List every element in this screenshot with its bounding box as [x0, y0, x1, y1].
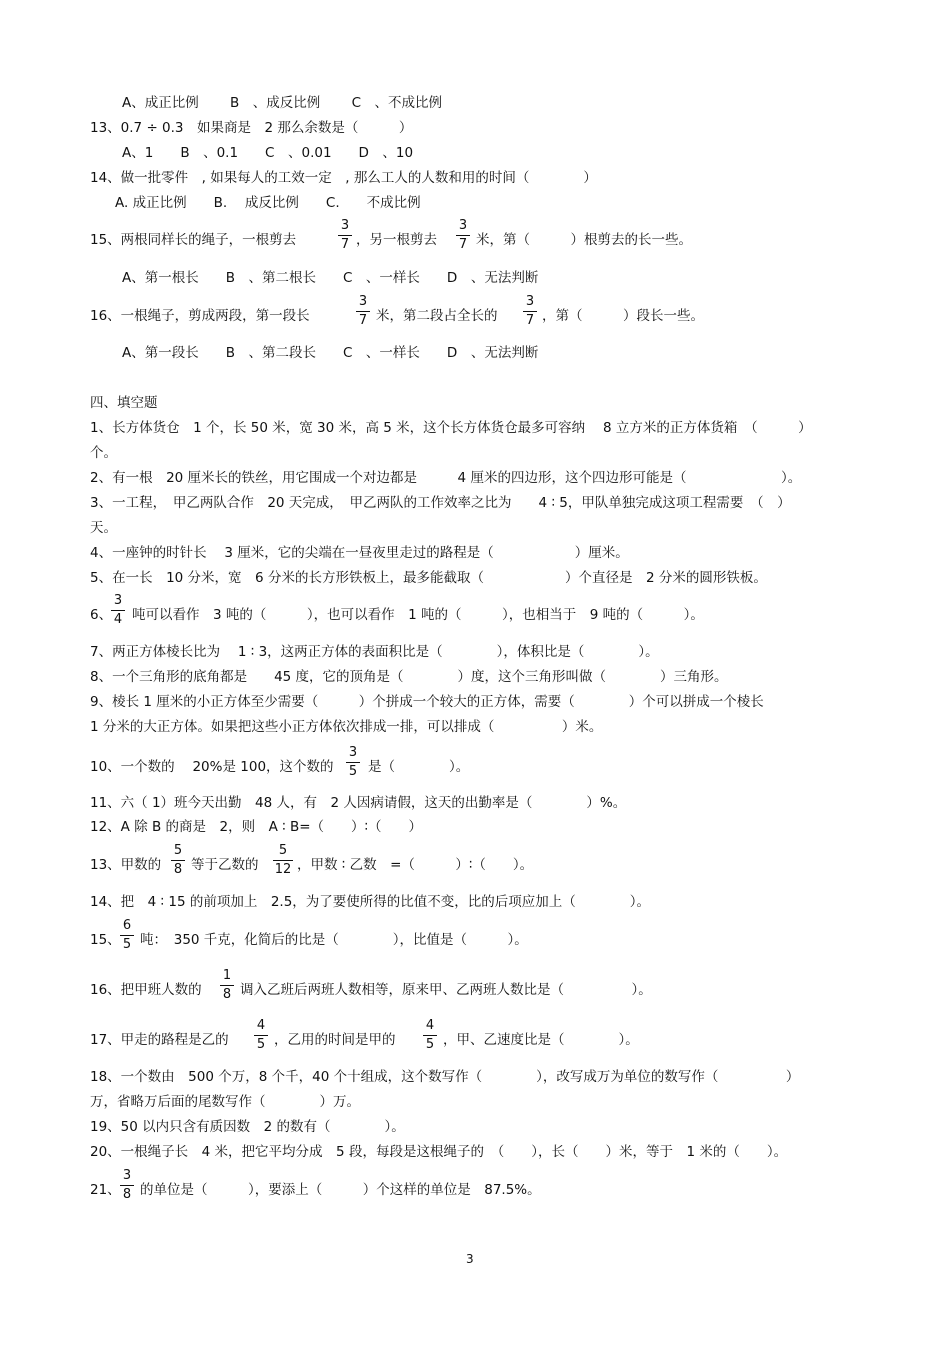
fill-7: 7、两正方体棱长比为 1 ∶ 3，这两正方体的表面积比是（ ），体积比是（ ）。: [90, 644, 659, 660]
fraction-denominator: 12: [274, 862, 292, 877]
fill-21-part-a: 21、: [90, 1182, 121, 1198]
fraction-denominator: 8: [122, 1187, 132, 1202]
fraction-denominator: 7: [358, 313, 368, 328]
fraction: [345, 746, 361, 780]
fraction-denominator: 7: [458, 237, 468, 252]
fill-13-part-c: ，甲数 ∶ 乙数 =（ ）∶（ ）。: [297, 857, 534, 873]
fill-1-line-2: 个。: [90, 445, 117, 461]
question-16-part-a: 16、一根绳子，剪成两段，第一段长: [90, 308, 310, 324]
section-title: 四、填空题: [90, 395, 158, 411]
fraction-numerator: 3: [340, 218, 350, 233]
fraction-denominator: 7: [340, 237, 350, 252]
fraction-denominator: 8: [222, 987, 232, 1002]
question-15-part-b: ，另一根剪去: [356, 232, 437, 248]
question-13: 13、0.7 ÷ 0.3 如果商是 2 那么余数是（ ）: [90, 120, 413, 136]
fill-6-part-b: 吨可以看作 3 吨的（ ），也可以看作 1 吨的（ ），也相当于 9 吨的（ ）。: [132, 607, 704, 623]
fraction-denominator: 4: [113, 612, 123, 627]
fraction-numerator: 3: [122, 1168, 132, 1183]
fill-3-line-2: 天。: [90, 520, 117, 536]
question-16-part-c: ，第（ ）段长一些。: [542, 308, 704, 324]
fill-12: 12、A 除 B 的商是 2，则 A ∶ B=（ ）∶（ ）: [90, 819, 423, 835]
fill-21-part-b: 的单位是（ ），要添上（ ）个这样的单位是 87.5%。: [140, 1182, 541, 1198]
fill-10-part-a: 10、一个数的 20%是 100，这个数的: [90, 759, 334, 775]
fraction: [355, 295, 371, 329]
fraction-numerator: 4: [256, 1018, 266, 1033]
fill-5: 5、在一长 10 分米，宽 6 分米的长方形铁板上，最多能截取（ ）个直径是 2 分米的圆形铁板。: [90, 570, 767, 586]
fraction-numerator: 3: [458, 218, 468, 233]
fraction-numerator: 5: [278, 843, 288, 858]
fraction-numerator: 6: [122, 918, 132, 933]
fraction: [272, 844, 294, 878]
fill-15-part-b: 吨： 350 千克，化简后的比是（ ），比值是（ ）。: [140, 932, 528, 948]
fill-17-part-a: 17、甲走的路程是乙的: [90, 1032, 229, 1048]
fraction: [253, 1019, 269, 1053]
fraction: [119, 919, 135, 953]
fraction: [219, 969, 235, 1003]
question-16-part-b: 米，第二段占全长的: [376, 308, 498, 324]
fill-13-part-a: 13、甲数的: [90, 857, 162, 873]
question-14: 14、做一批零件 , 如果每人的工效一定 , 那么工人的人数和用的时间（ ）: [90, 170, 597, 186]
page-number: 3: [466, 1252, 474, 1266]
fill-3-line-1: 3、一工程， 甲乙两队合作 20 天完成， 甲乙两队的工作效率之比为 4 ∶ 5，甲队单独完成这项工程需要 （ ）: [90, 495, 791, 511]
fraction-denominator: 5: [122, 937, 132, 952]
fraction: [522, 295, 538, 329]
fraction-denominator: 7: [525, 313, 535, 328]
fraction-numerator: 3: [113, 593, 123, 608]
fill-18-line-2: 万，省略万后面的尾数写作（ ）万。: [90, 1094, 360, 1110]
fill-4: 4、一座钟的时针长 3 厘米，它的尖端在一昼夜里走过的路程是（ ）厘米。: [90, 545, 629, 561]
fraction-denominator: 5: [425, 1037, 435, 1052]
fill-9-line-2: 1 分米的大正方体。如果把这些小正方体依次排成一排，可以排成（ ）米。: [90, 719, 603, 735]
fill-8: 8、一个三角形的底角都是 45 度，它的顶角是（ ）度，这个三角形叫做（ ）三角形。: [90, 669, 728, 685]
fill-16-part-b: 调入乙班后两班人数相等，原来甲、乙两班人数比是（ ）。: [240, 982, 652, 998]
fraction: [337, 219, 353, 253]
fraction: [110, 594, 126, 628]
fill-20: 20、一根绳子长 4 米，把它平均分成 5 段，每段是这根绳子的 （ ），长（ ）米，等于 1 米的（ ）。: [90, 1144, 788, 1160]
fraction-numerator: 3: [358, 294, 368, 309]
fill-16-part-a: 16、把甲班人数的: [90, 982, 202, 998]
fraction-numerator: 1: [222, 968, 232, 983]
question-15-options: A、第一根长 B 、第二根长 C 、一样长 D 、无法判断: [122, 270, 539, 286]
fraction: [455, 219, 471, 253]
fraction-denominator: 5: [256, 1037, 266, 1052]
fill-13-part-b: 等于乙数的: [191, 857, 259, 873]
fraction-numerator: 5: [173, 843, 183, 858]
fraction-numerator: 3: [348, 745, 358, 760]
fill-10-part-b: 是（ ）。: [368, 759, 470, 775]
fill-19: 19、50 以内只含有质因数 2 的数有（ ）。: [90, 1119, 405, 1135]
fill-17-part-c: ，甲、乙速度比是（ ）。: [443, 1032, 639, 1048]
fill-1-line-1: 1、长方体货仓 1 个，长 50 米，宽 30 米，高 5 米，这个长方体货仓最多可容纳 8 立方米的正方体货箱 （ ）: [90, 420, 812, 436]
question-15-part-c: 米，第（ ）根剪去的长一些。: [476, 232, 692, 248]
option-line-12: A、成正比例 B 、成反比例 C 、不成比例: [122, 95, 443, 111]
fraction-denominator: 8: [173, 862, 183, 877]
fraction-numerator: 3: [525, 294, 535, 309]
question-16-options: A、第一段长 B 、第二段长 C 、一样长 D 、无法判断: [122, 345, 539, 361]
fill-2: 2、有一根 20 厘米长的铁丝，用它围成一个对边都是 4 厘米的四边形，这个四边形可能是（ ）。: [90, 470, 802, 486]
fraction-numerator: 4: [425, 1018, 435, 1033]
fraction: [170, 844, 186, 878]
fill-17-part-b: ，乙用的时间是甲的: [274, 1032, 396, 1048]
fill-15-part-a: 15、: [90, 932, 121, 948]
question-13-options: A、1 B 、0.1 C 、0.01 D 、10: [122, 145, 414, 161]
fill-9-line-1: 9、棱长 1 厘米的小正方体至少需要（ ）个拼成一个较大的正方体，需要（ ）个可以拼成一个棱长: [90, 694, 764, 710]
question-14-options: A. 成正比例 B. 成反比例 C. 不成比例: [115, 195, 421, 211]
fraction: [119, 1169, 135, 1203]
fill-6-part-a: 6、: [90, 607, 113, 623]
fraction-denominator: 5: [348, 764, 358, 779]
question-15-part-a: 15、两根同样长的绳子，一根剪去: [90, 232, 297, 248]
fill-14: 14、把 4 ∶ 15 的前项加上 2.5，为了要使所得的比值不变，比的后项应加上（ ）。: [90, 894, 651, 910]
fill-11: 11、六（ 1）班今天出勤 48 人，有 2 人因病请假，这天的出勤率是（ ）%。: [90, 795, 627, 811]
fraction: [422, 1019, 438, 1053]
fill-18-line-1: 18、一个数由 500 个万，8 个千，40 个十组成，这个数写作（ ），改写成万为单位的数写作（ ）: [90, 1069, 800, 1085]
